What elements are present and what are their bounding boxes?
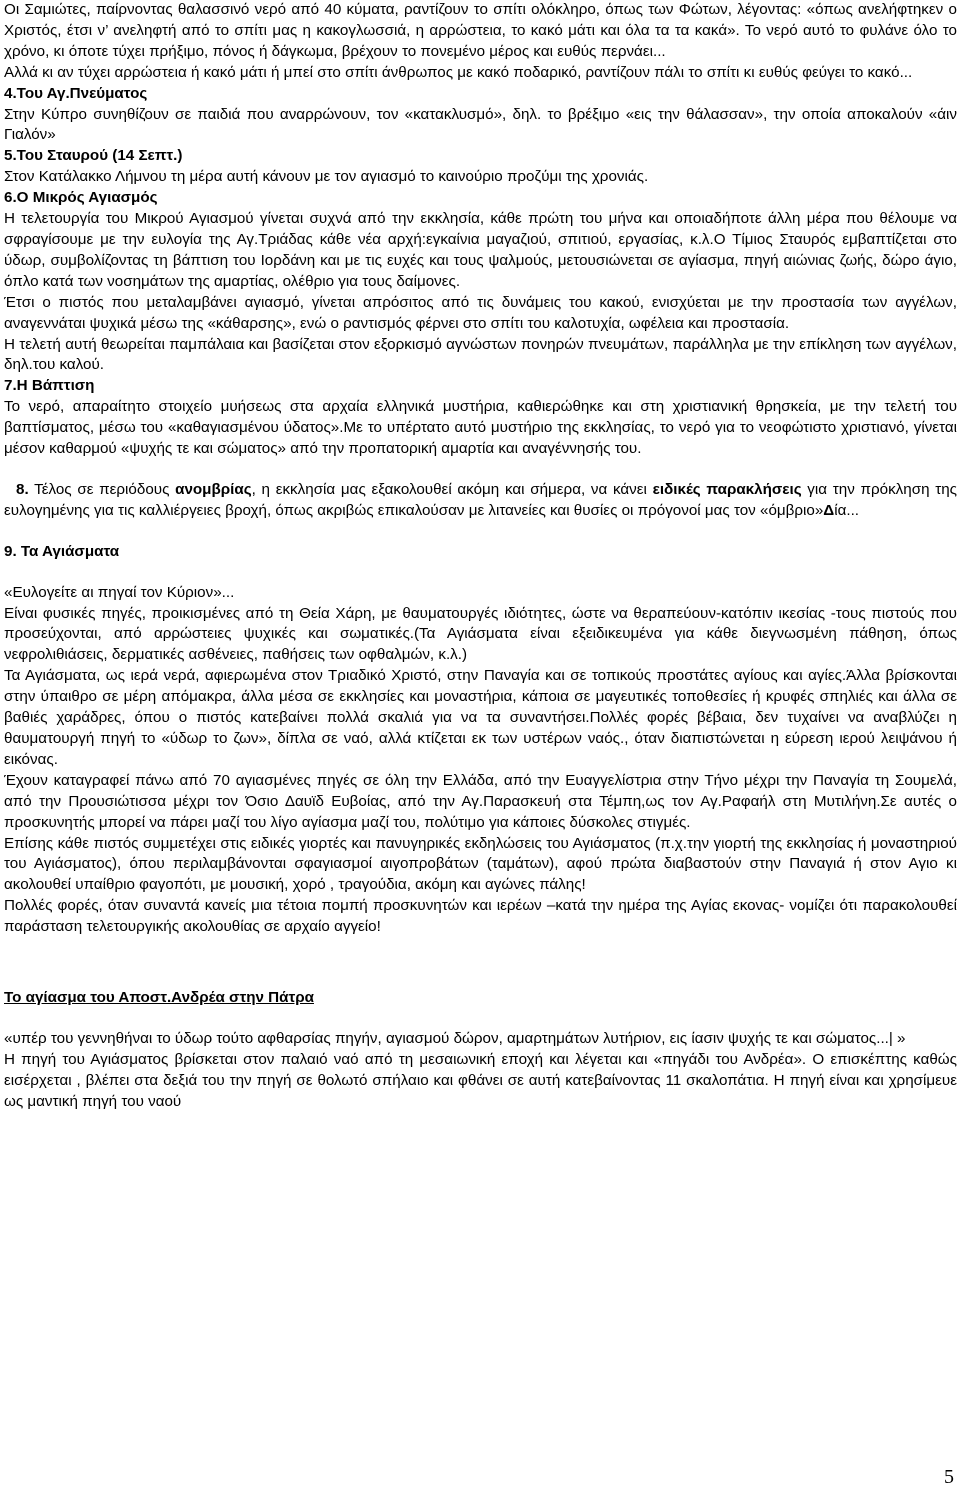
paragraph-8 — [4, 480, 957, 522]
page-number: 5 — [944, 1466, 954, 1488]
paragraph: Έτσι ο πιστός που μεταλαμβάνει αγιασμό, γίνεται απρόσιτος από τις δυνάμεις του κακού, ενισχύεται με την προστασία των αγγέλων, αναγεννάται ψυχικά μέσω της «κάθαρσης», ενώ ο ραντισμός φέρνει στο σπίτι του καλοτυχία, ωφέλεια και προστασία. — [4, 293, 957, 332]
bold-term: ειδικές παρακλήσεις — [652, 480, 802, 498]
paragraph: Αλλά κι αν τύχει αρρώστεια ή κακό μάτι ή μπεί στο σπίτι άνθρωπος με κακό ποδαρικό, ραντίζουν πάλι το σπίτι κι ευθύς φεύγει το κακό... — [4, 63, 913, 81]
paragraph-number: 8. — [16, 480, 29, 498]
bold-letter: Δ — [823, 501, 835, 519]
paragraph: Είναι φυσικές πηγές, προικισμένες από τη Θεία Χάρη, με θαυματουργές ιδιότητες, ώστε να θεραπεύουν-κατόπιν ικεσίας -τους πιστούς που προσεύχονται, από αρρώστειες ψυχικές και σωματικές.(Τα Αγιάσματα είναι εξειδικευμένα για κάθε διεγνωσμένη πάθηση, όπως νεφρολιθιάσεις, δερματικές ασθένειες, παθήσεις των οφθαλμών, κ.λ.) — [4, 604, 957, 664]
paragraph: Επίσης κάθε πιστός συμμετέχει στις ειδικές γιορτές και πανυγηρικές εκδηλώσεις του Αγιάσματος (π.χ.την γιορτή της εκκλησίας ή μοναστηριού του Αγιάσματος), όπου περιλαμβάνονται σφαγιασμοί αιγοπροβάτων (ταμάτων), αφού πρώτα διαβαστούν στην Παναγιά ή στον Αγιο κι ακολουθεί υπαίθριο φαγοπότι, με μουσική, χορό , τραγούδια, ακόμη και αγώνες πάλης! — [4, 834, 957, 894]
document-page — [4, 0, 957, 1113]
section-heading: 5.Του Σταυρού (14 Σεπτ.) — [4, 147, 183, 165]
paragraph: Η τελετή αυτή θεωρείται παμπάλαια και βασίζεται στον εξορκισμό αγνώστων πονηρών πνευμάτων, παράλληλα με την επίκληση των αγγέλων, δηλ.του καλού. — [4, 335, 957, 374]
bold-term: ανομβρίας — [175, 480, 252, 498]
text-span: ία... — [834, 501, 860, 519]
paragraph: Τα Αγιάσματα, ως ιερά νερά, αφιερωμένα στον Τριαδικό Χριστό, στην Παναγία και σε τοπικούς προστάτες αγίους και αγίες.Άλλα βρίσκονται στην ύπαιθρο σε μέρη απόμακρα, άλλα μέσα σε εκκλησίες και μοναστήρια, κάποια σε μαγευτικές τοποθεσίες ή κρυφές σπηλιές και άλλα σε βαθιές χαράδρες, όπου ο πιστός κατεβαίνει πολλά σκαλιά για να τα συναντήσει.Πολλές φορές βέβαια, δεν τυχαίνει να αναβλύζει η θαυματουργή πηγή το «ύδωρ το ζων», δίπλα σε ναό, αλλά κτίζεται εκ των υστέρων ναός., όταν διαπιστώνεται η εύρεση ιερού λειψάνου ή εικόνας. — [4, 667, 957, 768]
section-heading: 6.Ο Μικρός Αγιασμός — [4, 189, 158, 207]
paragraph: Στον Κατάλακκο Λήμνου τη μέρα αυτή κάνουν με τον αγιασμό το καινούριο προζύμι της χρονιάς. — [4, 168, 649, 186]
paragraph: Οι Σαμιώτες, παίρνοντας θαλασσινό νερό από 40 κύματα, ραντίζουν το σπίτι ολόκληρο, όπως των Φώτων, λέγοντας: «όπως ανελήφτηκεν ο Χριστός, έτσι ν’ ανεληφτή από το σπίτι μας η κακογλωσσιά, η αρρώστεια, το κακό μάτι και όλα τα τα κακά». Το νερό αυτό το φυλάνε όλο το χρόνο, κι όποτε τύχει πρήξιμο, πόνος ή δάγκωμα, βρέχουν το πονεμένο μέρος και ευθύς περνάει... — [4, 1, 957, 60]
text-span: , η εκκλησία μας εξακολουθεί ακόμη και σήμερα, να κάνει — [251, 480, 653, 498]
text-span: Τέλος σε περιόδους — [28, 480, 176, 498]
paragraph: Πολλές φορές, όταν συναντά κανείς μια τέτοια πομπή προσκυνητών και ιερέων –κατά την ημέρα της Αγίας εκονας- νομίζει ότι παρακολουθεί παράσταση τελετουργικής ακολουθίας σε αρχαίο αγγείο! — [4, 897, 957, 936]
paragraph: Το νερό, απαραίτητο στοιχείο μυήσεως στα αρχαία ελληνικά μυστήρια, καθιερώθηκε και στη χριστιανική θρησκεία, με την τελετή του βαπτίσματος, μέσω του «καθαγιασμένου ύδατος».Με το υπέρτατο αυτό μυστήριο της εκκλησίας, το νερό για το νεοφώτιστο χριστιανό, γίνεται μέσον καθαρμού «ψυχής τε και σώματος» από την προπατορική αμαρτία και αναγέννησής του. — [4, 398, 957, 458]
paragraph: Έχουν καταγραφεί πάνω από 70 αγιασμένες πηγές σε όλη την Ελλάδα, από την Ευαγγελίστρια στην Τήνο μέχρι την Παναγία τη Σουμελά, από την Προυσιώτισσα μέχρι τον Όσιο Δαυϊδ Ευβοίας, από την Αγ.Παρασκευή στα Τέμπη,ως τον Αγ.Ραφαήλ στη Μυτιλήνη.Σε αυτές ο προσκυνητής μπορεί να πάρει μαζί του λίγο αγίασμα μαζί του, πολύτιμο για κάποιες δύσκολες στιγμές. — [4, 771, 957, 831]
section-heading-underlined: Το αγίασμα του Αποστ.Ανδρέα στην Πάτρα — [4, 989, 314, 1007]
section-heading: 7.Η Βάπτιση — [4, 377, 95, 395]
paragraph: «Ευλογείτε αι πηγαί τον Κύριον»... — [4, 583, 235, 601]
section-heading: 9. Τα Αγιάσματα — [4, 542, 120, 560]
paragraph: Η τελετουργία του Μικρού Αγιασμού γίνεται συχνά από την εκκλησία, κάθε πρώτη του μήνα και οποιαδήποτε άλλη μέρα που θέλουμε να σφραγίσουμε με την ευλογία της Αγ.Τριάδας κάθε νέα αρχή:εγκαίνια μαγαζιού, σπιτιού, εργασίας, κ.λ.Ο Τίμιος Σταυρός εμβαπτίζεται στο ύδωρ, συμβολίζοντας τη βάπτιση του Ιορδάνη και με τις ευχές και τους ψαλμούς, μετουσιώνεται σε αγίασμα, πηγή αιώνιας ζωής, δώρο άγιο, όπλο κατά των νοσημάτων της αμαρτίας, ολέθριο για τους δαίμονες. — [4, 210, 957, 290]
paragraph: Η πηγή του Αγιάσματος βρίσκεται στον παλαιό ναό από τη μεσαιωνική εποχή και λέγεται και «πηγάδι του Ανδρέα». Ο επισκέπτης καθώς εισέρχεται , βλέπει στα δεξιά του την πηγή σε θολωτό σπήλαιο και φθάνει σε αυτή κατεβαίνοντας 11 σκαλοπάτια. Η πηγή είναι και χρησίμευε ως μαντική πηγή του ναού — [4, 1050, 957, 1110]
text-span: για την πρόκληση της ευλογημένης για τις καλλιέργειες βροχή, όπως ακριβώς επικαλούσαν με λιτανείες και θυσίες οι πρόγονοί μας τον «όμβριο» — [4, 480, 957, 519]
section-heading: 4.Του Αγ.Πνεύματος — [4, 84, 148, 102]
paragraph: «υπέρ του γεννηθήναι το ύδωρ τούτο αφθαρσίας πηγήν, αγιασμού δώρον, αμαρτημάτων λυτήριον, εις ίασιν ψυχής τε και σώματος...| » — [4, 1029, 906, 1047]
paragraph: Στην Κύπρο συνηθίζουν σε παιδιά που αναρρώνουν, τον «κατακλυσμό», δηλ. το βρέξιμο «εις την θάλασσαν», την οποία αποκαλούν «άιν Γιαλόν» — [4, 105, 957, 144]
